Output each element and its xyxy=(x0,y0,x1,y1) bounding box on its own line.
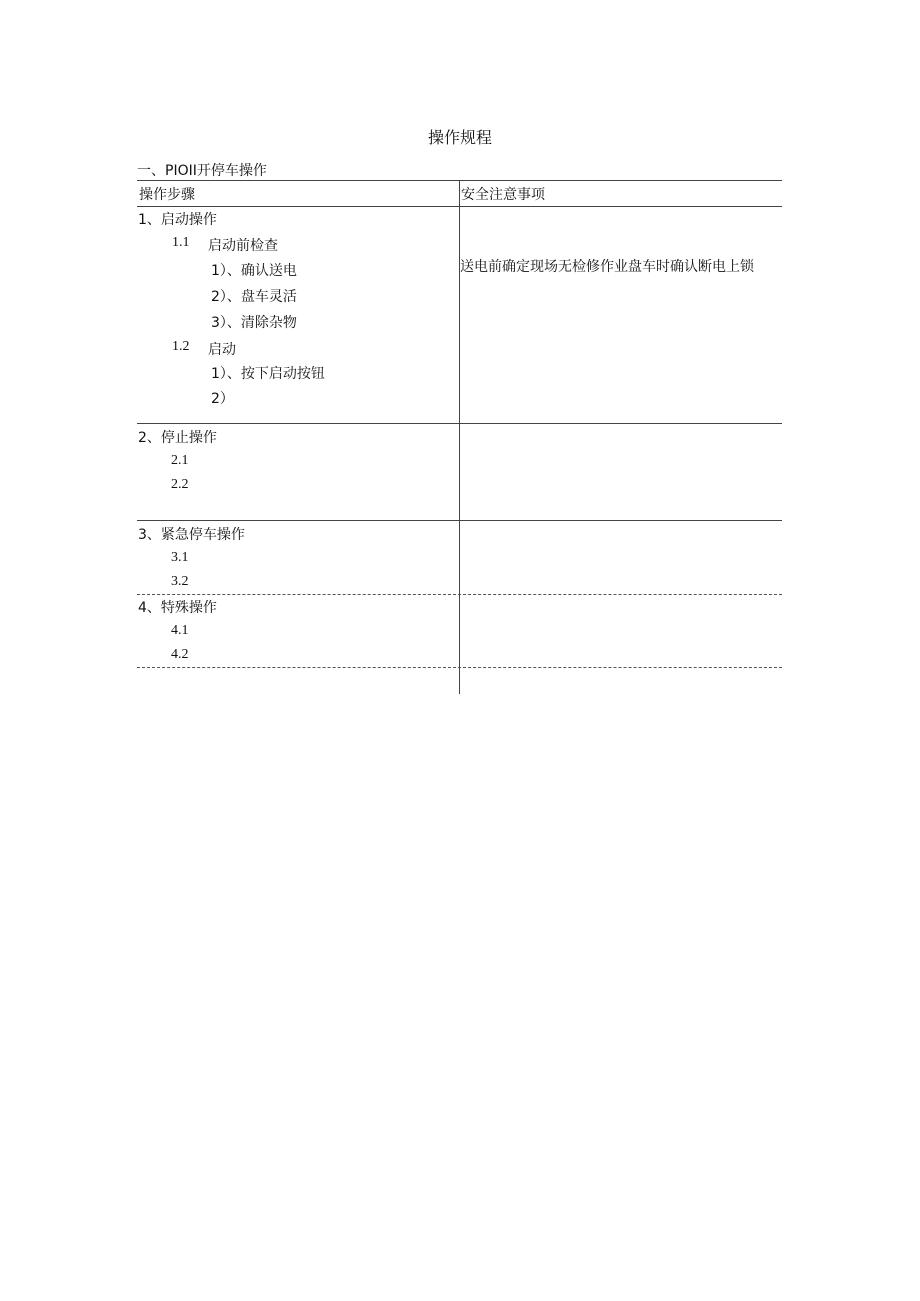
sub-step-number: 4.1 xyxy=(171,623,189,638)
sub-step-number: 1.1 xyxy=(172,235,190,250)
sub-step-number: 2.1 xyxy=(171,453,189,468)
sub-step-number: 3.2 xyxy=(171,574,189,589)
group-label: 4、特殊操作 xyxy=(138,600,217,616)
step-item: 2）、盘车灵活 xyxy=(211,289,297,305)
sub-step-label: 启动前检查 xyxy=(208,238,278,254)
step-item: 2） xyxy=(211,391,234,407)
header-safety: 安全注意事项 xyxy=(461,187,545,203)
sub-step-number: 1.2 xyxy=(172,339,190,354)
section-heading: 一、PIOII开停车操作 xyxy=(137,163,267,179)
group-label: 1、启动操作 xyxy=(138,212,217,228)
safety-note: 送电前确定现场无检修作业盘车时确认断电上锁 xyxy=(460,259,754,275)
page-title: 操作规程 xyxy=(427,128,492,147)
step-item: 1）、按下启动按钮 xyxy=(211,366,325,382)
sub-step-label: 启动 xyxy=(208,342,236,358)
sub-step-number: 4.2 xyxy=(171,647,189,662)
sub-step-number: 3.1 xyxy=(171,550,189,565)
header-steps: 操作步骤 xyxy=(139,187,195,203)
group-label: 3、紧急停车操作 xyxy=(138,527,245,543)
step-item: 3）、清除杂物 xyxy=(211,315,297,331)
step-item: 1）、确认送电 xyxy=(211,263,297,279)
group-label: 2、停止操作 xyxy=(138,430,217,446)
sub-step-number: 2.2 xyxy=(171,477,189,492)
